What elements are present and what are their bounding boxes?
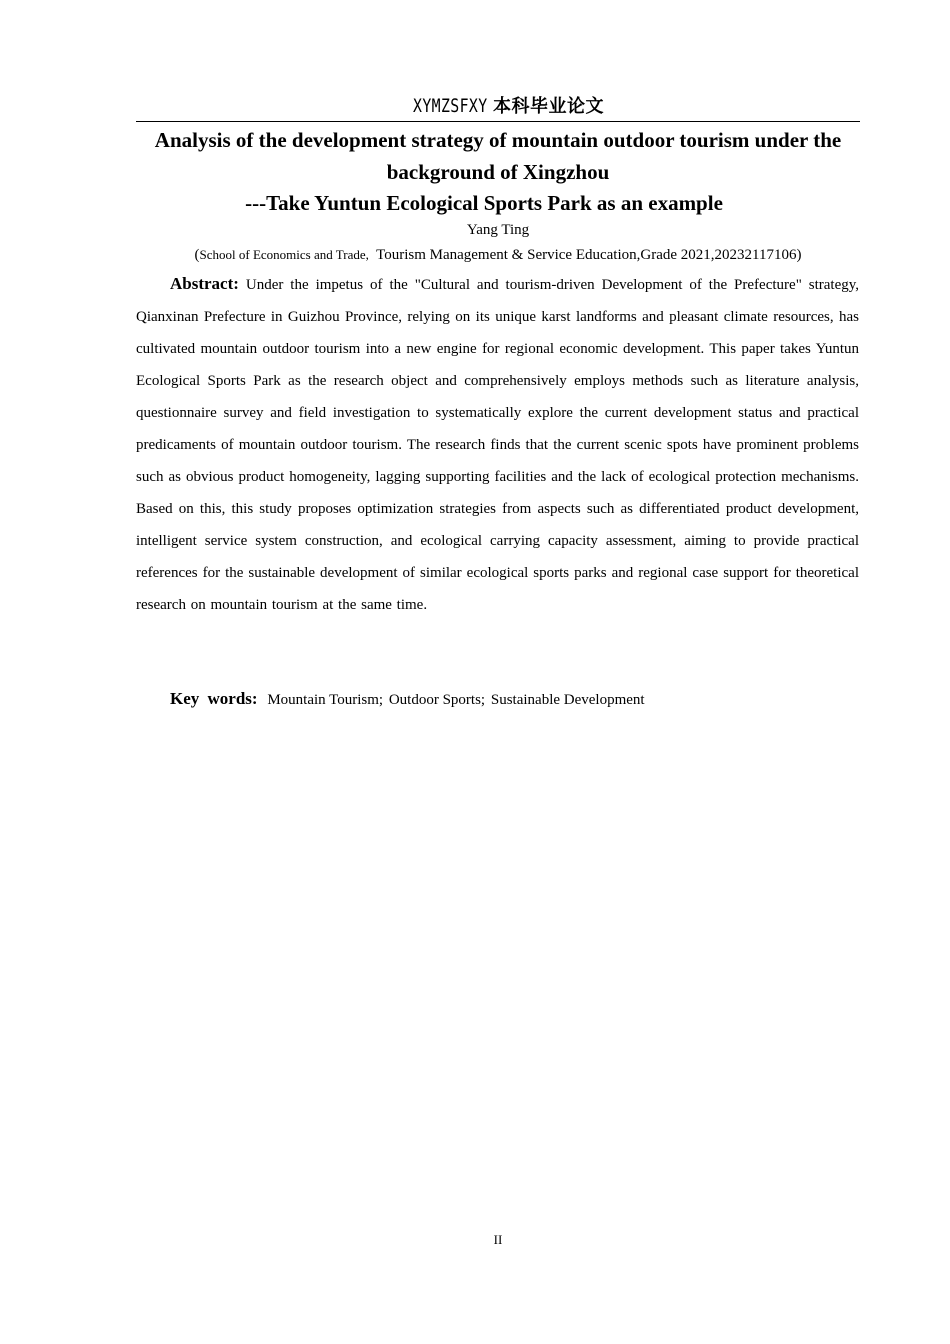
abstract-text: Under the impetus of the "Cultural and tourism-driven Development of the Prefecture" strategy, Qianxinan Prefecture in Guizhou Province, relying on its unique karst landforms and pleasant climate resources, has cultivated mountain outdoor tourism into a new engine for regional economic development. This paper takes Yuntun Ecological Sports Park as the research object and comprehensively employs methods such as literature analysis, questionnaire survey and field investigation to systematically explore the current development status and practical predicaments of mountain outdoor tourism. The research finds that the current scenic spots have prominent problems such as obvious product homogeneity, lagging supporting facilities and the lack of ecological protection mechanisms. Based on this, this study proposes optimization strategies from aspects such as differentiated product development, intelligent service system construction, and ecological carrying capacity assessment, aiming to provide practical references for the sustainable development of similar ecological sports parks and regional case support for theoretical research on mountain tourism at the same time.: [136, 277, 860, 613]
running-header: [136, 93, 860, 120]
keyword-item: Sustainable Development: [490, 692, 645, 708]
page-number: II: [493, 1232, 503, 1247]
keywords-line: [170, 684, 647, 715]
abstract-paragraph: [136, 268, 859, 621]
paper-subtitle: ---Take Yuntun Ecological Sports Park as an example: [245, 191, 723, 215]
affiliation-open-paren: (: [194, 247, 200, 263]
affiliation-school: School of Economics and Trade,: [199, 247, 369, 262]
author-affiliation: [136, 245, 860, 265]
keywords-label: Key words:: [170, 689, 258, 708]
affiliation-program: Tourism Management & Service Education,Grade 2021,20232117106): [376, 247, 802, 263]
keyword-item: Outdoor Sports;: [388, 692, 486, 708]
header-divider: [136, 121, 860, 122]
keyword-item: Mountain Tourism;: [267, 692, 384, 708]
header-institution-code: XYMZSFXY: [412, 95, 488, 117]
abstract-label: Abstract:: [170, 274, 239, 293]
paper-title: Analysis of the development strategy of mountain outdoor tourism under the background of Xingzhou: [154, 128, 842, 184]
author-name: Yang Ting: [466, 222, 530, 238]
header-thesis-label: 本科毕业论文: [493, 96, 604, 117]
